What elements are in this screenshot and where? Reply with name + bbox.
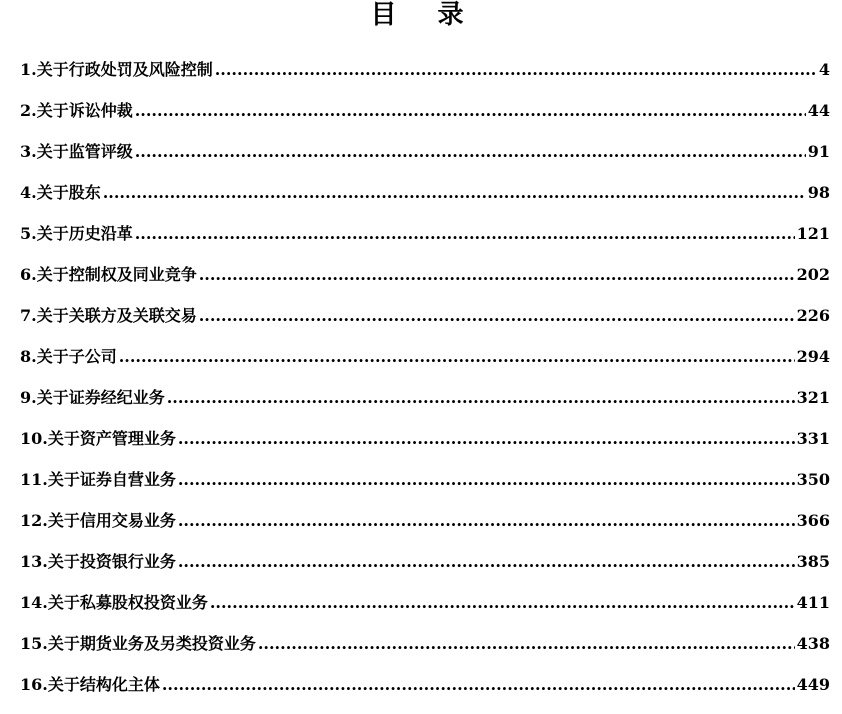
- toc-entry-label: 14.关于私募股权投资业务: [20, 593, 208, 612]
- toc-title: 目 录: [370, 0, 480, 30]
- toc-entry[interactable]: [20, 591, 830, 632]
- toc-entry[interactable]: [20, 427, 830, 468]
- toc-entry[interactable]: [20, 345, 830, 386]
- toc-dot-leader: [103, 181, 806, 205]
- toc-entry[interactable]: [20, 222, 830, 263]
- toc-entry-label: 15.关于期货业务及另类投资业务: [20, 634, 256, 653]
- toc-dot-leader: [135, 99, 806, 123]
- toc-entry-label: 3.关于监管评级: [20, 142, 133, 161]
- toc-entry[interactable]: [20, 673, 830, 714]
- toc-dot-leader: [199, 263, 795, 287]
- toc-dot-leader: [178, 550, 795, 574]
- toc-entry-page-number: 366: [796, 511, 830, 530]
- toc-entry-label: 8.关于子公司: [20, 347, 117, 366]
- toc-entry-page-number: 449: [796, 675, 830, 694]
- toc-entry-label: 13.关于投资银行业务: [20, 552, 176, 571]
- toc-dot-leader: [199, 304, 795, 328]
- toc-entry-label: 11.关于证券自营业务: [20, 470, 176, 489]
- toc-entry-label: 9.关于证券经纪业务: [20, 388, 165, 407]
- toc-entry-page-number: 331: [796, 429, 830, 448]
- toc-entry[interactable]: [20, 181, 830, 222]
- toc-dot-leader: [119, 345, 795, 369]
- toc-list: [20, 58, 830, 714]
- toc-entry-page-number: 44: [807, 101, 830, 120]
- toc-dot-leader: [135, 140, 806, 164]
- toc-dot-leader: [167, 386, 795, 410]
- toc-entry[interactable]: [20, 140, 830, 181]
- toc-entry-label: 4.关于股东: [20, 183, 101, 202]
- toc-entry-page-number: 91: [807, 142, 830, 161]
- toc-entry-page-number: 385: [796, 552, 830, 571]
- toc-entry-page-number: 321: [796, 388, 830, 407]
- toc-dot-leader: [210, 591, 795, 615]
- toc-entry-label: 12.关于信用交易业务: [20, 511, 176, 530]
- toc-entry[interactable]: [20, 632, 830, 673]
- toc-entry-page-number: 121: [796, 224, 830, 243]
- toc-dot-leader: [215, 58, 817, 82]
- toc-entry-label: 7.关于关联方及关联交易: [20, 306, 197, 325]
- toc-entry[interactable]: [20, 99, 830, 140]
- toc-dot-leader: [178, 468, 795, 492]
- toc-entry-page-number: 411: [796, 593, 830, 612]
- toc-entry-page-number: 350: [796, 470, 830, 489]
- toc-entry[interactable]: [20, 386, 830, 427]
- toc-entry[interactable]: [20, 58, 830, 99]
- toc-dot-leader: [135, 222, 795, 246]
- toc-entry-label: 6.关于控制权及同业竞争: [20, 265, 197, 284]
- toc-entry-page-number: 202: [796, 265, 830, 284]
- toc-entry[interactable]: [20, 304, 830, 345]
- toc-entry-label: 1.关于行政处罚及风险控制: [20, 60, 213, 79]
- toc-entry-label: 16.关于结构化主体: [20, 675, 160, 694]
- toc-entry-page-number: 438: [796, 634, 830, 653]
- toc-dot-leader: [178, 509, 795, 533]
- toc-entry[interactable]: [20, 509, 830, 550]
- toc-dot-leader: [162, 673, 795, 697]
- toc-entry-page-number: 226: [796, 306, 830, 325]
- toc-dot-leader: [258, 632, 795, 656]
- toc-entry-label: 5.关于历史沿革: [20, 224, 133, 243]
- toc-entry[interactable]: [20, 468, 830, 509]
- toc-entry-label: 10.关于资产管理业务: [20, 429, 176, 448]
- toc-entry-page-number: 294: [796, 347, 830, 366]
- toc-entry-page-number: 4: [818, 60, 830, 79]
- toc-entry[interactable]: [20, 550, 830, 591]
- toc-entry[interactable]: [20, 263, 830, 304]
- toc-entry-page-number: 98: [807, 183, 830, 202]
- toc-dot-leader: [178, 427, 795, 451]
- toc-entry-label: 2.关于诉讼仲裁: [20, 101, 133, 120]
